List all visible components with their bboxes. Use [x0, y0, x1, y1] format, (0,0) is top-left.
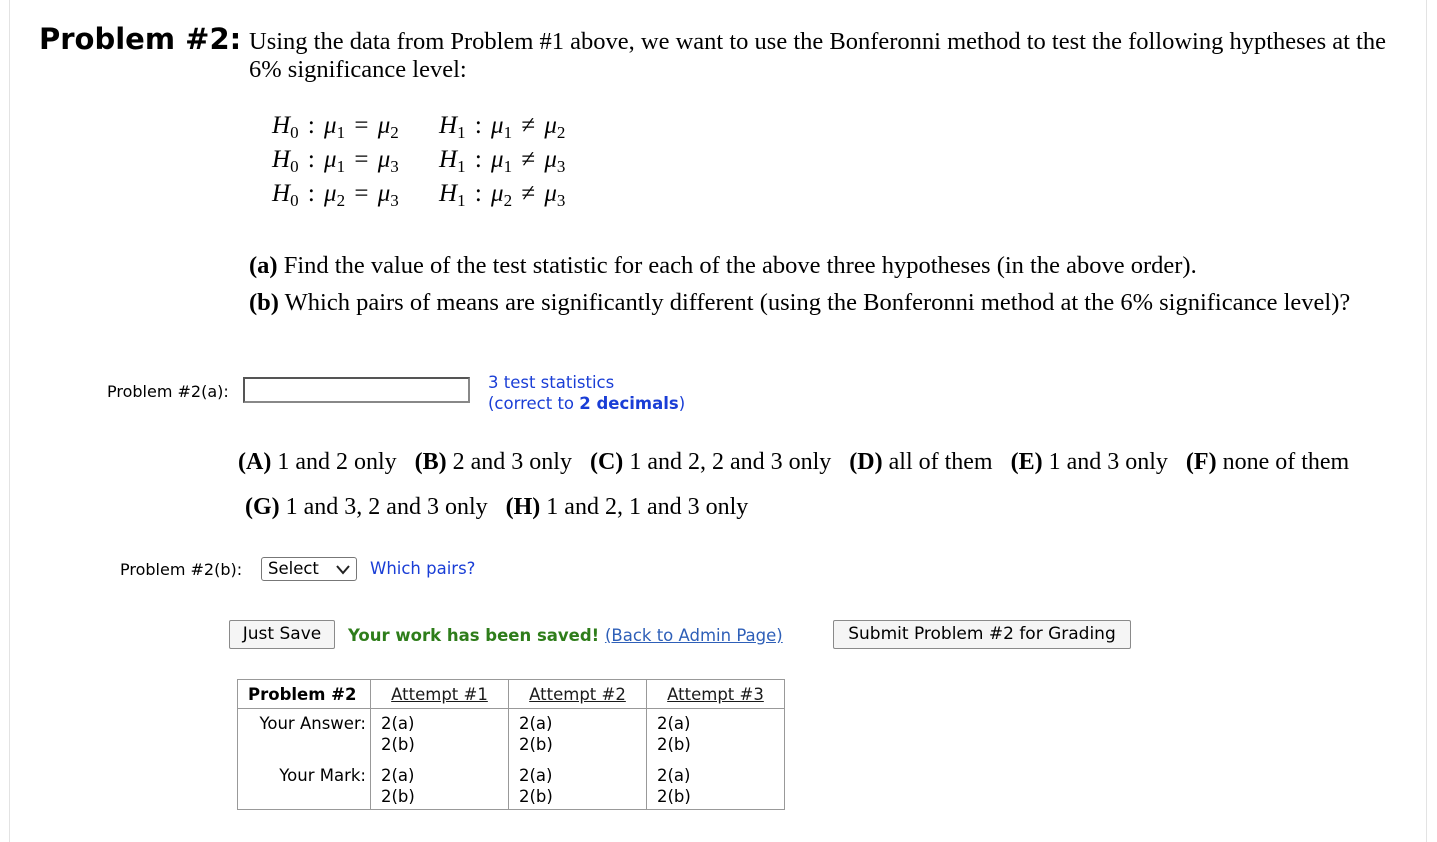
answer-a-hint: 3 test statistics (correct to 2 decimals) — [488, 373, 686, 413]
choice-e: (E) 1 and 3 only — [1010, 449, 1168, 475]
choice-g: (G) 1 and 3, 2 and 3 only — [245, 494, 488, 520]
select-value: Select — [268, 559, 319, 578]
alt-hypothesis-1: $H_1$ : $\mu_1 \ne \mu_2$ — [439, 112, 566, 142]
choice-f: (F) none of them — [1185, 449, 1350, 475]
null-hypothesis-1: $H_0$ : $\mu_1 = \mu_2$ — [272, 112, 399, 142]
answer-cell-2: 2(a) 2(b) — [509, 709, 647, 756]
mark-cell-3: 2(a) 2(b) — [647, 755, 785, 810]
answer-b-label: Problem #2(b): — [120, 560, 243, 579]
problem-heading: Problem #2: — [39, 22, 242, 56]
null-hypothesis-2: $H_0$ : $\mu_1 = \mu_3$ — [272, 146, 399, 176]
chevron-down-icon — [336, 559, 350, 586]
problem-intro: Using the data from Problem #1 above, we want to use the Bonferonni method to test the following hyptheses at the 6% significance level: — [249, 28, 1386, 83]
page-border-left — [9, 0, 10, 842]
back-to-admin-link[interactable]: (Back to Admin Page) — [604, 626, 783, 645]
attempt-3-link[interactable]: Attempt #3 — [647, 680, 785, 709]
submit-grading-button[interactable]: Submit Problem #2 for Grading — [833, 620, 1131, 649]
choice-d: (D) all of them — [849, 449, 993, 475]
answer-cell-1: 2(a) 2(b) — [371, 709, 509, 756]
saved-message: Your work has been saved! (Back to Admin Page) — [348, 626, 783, 645]
choice-h: (H) 1 and 2, 1 and 3 only — [505, 494, 749, 520]
your-answer-label: Your Answer: — [238, 709, 371, 756]
mark-cell-1: 2(a) 2(b) — [371, 755, 509, 810]
choices-row-2 — [245, 494, 748, 521]
choices-row-1 — [238, 449, 1349, 476]
answer-cell-3: 2(a) 2(b) — [647, 709, 785, 756]
attempts-table — [237, 679, 785, 810]
page-border-right — [1426, 0, 1427, 842]
null-hypothesis-3: $H_0$ : $\mu_2 = \mu_3$ — [272, 180, 399, 210]
table-header-problem: Problem #2 — [238, 680, 371, 709]
answer-a-label: Problem #2(a): — [107, 382, 229, 401]
mark-cell-2: 2(a) 2(b) — [509, 755, 647, 810]
part-b-text: (b) Which pairs of means are significantly different (using the Bonferonni method at the 6% significance level)? — [249, 289, 1351, 316]
alt-hypothesis-2: $H_1$ : $\mu_1 \ne \mu_3$ — [439, 146, 566, 176]
answer-a-input[interactable] — [243, 377, 470, 403]
choice-a: (A) 1 and 2 only — [238, 449, 397, 475]
attempt-1-link[interactable]: Attempt #1 — [371, 680, 509, 709]
attempt-2-link[interactable]: Attempt #2 — [509, 680, 647, 709]
alt-hypothesis-3: $H_1$ : $\mu_2 \ne \mu_3$ — [439, 180, 566, 210]
which-pairs-link[interactable]: Which pairs? — [370, 559, 476, 578]
answer-b-select[interactable] — [261, 557, 357, 581]
part-a-text: (a) Find the value of the test statistic for each of the above three hypotheses (in the above order). — [249, 252, 1197, 279]
just-save-button[interactable]: Just Save — [229, 620, 335, 649]
your-mark-label: Your Mark: — [238, 755, 371, 810]
choice-b: (B) 2 and 3 only — [414, 449, 572, 475]
choice-c: (C) 1 and 2, 2 and 3 only — [589, 449, 832, 475]
